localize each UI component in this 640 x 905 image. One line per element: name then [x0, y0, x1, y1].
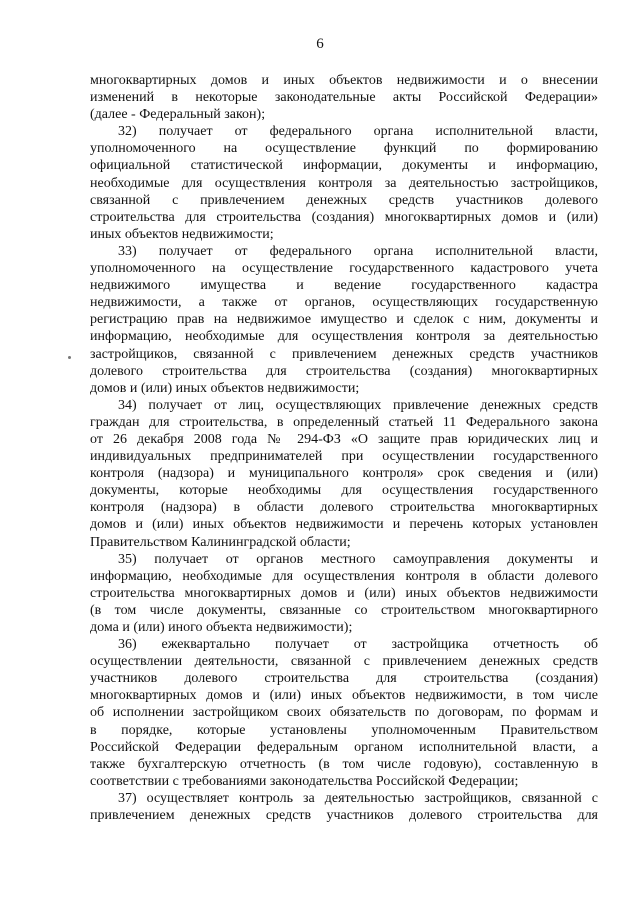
text-line: строительства для строительства (создания) многоквартирных домов и (или) — [90, 209, 598, 225]
text-line: соответствии с требованиями законодательства Российской Федерации; — [90, 773, 519, 789]
text-line: (в том числе документы, связанные со строительством многоквартирного — [90, 602, 598, 618]
text-line: домов и (или) иных объектов недвижимости и перечень которых установлен — [90, 517, 598, 533]
paragraph — [90, 551, 598, 636]
page-number: 6 — [316, 36, 324, 52]
text-line: информацию, необходимые для осуществления контроля в области долевого — [90, 568, 598, 584]
text-line: многоквартирных домов и (или) иных объектов недвижимости, в том числе — [90, 688, 598, 704]
text-line: (далее - Федеральный закон); — [90, 107, 266, 123]
text-line: привлечением денежных средств участников долевого строительства для — [90, 808, 598, 824]
text-line: Правительством Калининградской области; — [90, 534, 351, 550]
text-line: недвижимости, а также от органов, осуществляющих государственную — [90, 295, 598, 311]
text-line: необходимые для осуществления контроля за деятельностью застройщиков, — [90, 175, 598, 191]
text-line: документы, которые необходимы для осуществления государственного — [90, 483, 598, 499]
text-line: участников долевого строительства для строительства (создания) — [90, 671, 598, 687]
text-line: регистрацию прав на недвижимое имущество и сделок с ним, документы и — [90, 312, 598, 328]
text-line: домов и (или) иных объектов недвижимости; — [90, 380, 360, 396]
text-line: контроля (надзора) и муниципального контроля» срок сведения и (или) — [90, 466, 598, 482]
paragraph — [90, 243, 598, 397]
text-line: информацию, необходимые для осуществления контроля за деятельностью — [90, 329, 598, 345]
text-line: 33) получает от федерального органа исполнительной власти, — [118, 243, 598, 259]
text-line: Российской Федерации федеральным органом исполнительной власти, а — [90, 739, 598, 755]
text-line: 35) получает от органов местного самоуправления документы и — [118, 551, 598, 567]
text-line: 37) осуществляет контроль за деятельностью застройщиков, связанной с — [118, 790, 598, 806]
text-line: 32) получает от федерального органа исполнительной власти, — [118, 124, 598, 140]
text-line: дома и (или) иного объекта недвижимости); — [90, 620, 353, 635]
margin-speck — [68, 356, 71, 359]
text-line: недвижимого имущества и ведение государственного кадастра — [90, 278, 598, 294]
paragraph — [90, 397, 598, 551]
text-line: в порядке, которые установлены уполномоченным Правительством — [90, 722, 598, 738]
text-line: строительства многоквартирных домов и (или) иных объектов недвижимости — [90, 585, 598, 601]
text-line: иных объектов недвижимости; — [90, 226, 274, 242]
text-line: официальной статистической информации, документы и информацию, — [90, 158, 598, 174]
paragraph — [90, 790, 598, 824]
text-line: осуществлении деятельности, связанной с привлечением денежных средств — [90, 654, 598, 670]
paragraph — [90, 123, 598, 243]
text-line: 36) ежеквартально получает от застройщика отчетность об — [118, 637, 598, 653]
text-line: от 26 декабря 2008 года № 294-ФЗ «О защите прав юридических лиц и — [90, 431, 598, 447]
text-line: 34) получает от лиц, осуществляющих привлечение денежных средств — [118, 397, 598, 413]
text-line: многоквартирных домов и иных объектов недвижимости и о внесении — [90, 73, 598, 88]
text-line: также бухгалтерскую отчетность (в том числе годовую), составленную в — [90, 756, 598, 772]
paragraph — [90, 72, 598, 123]
document-body — [90, 72, 598, 824]
paragraph — [90, 636, 598, 790]
text-line: уполномоченного на осуществление государственного кадастрового учета — [90, 261, 598, 277]
text-line: связанной с привлечением денежных средств участников долевого — [90, 192, 598, 208]
text-line: об исполнении застройщиком своих обязательств по договорам, по формам и — [90, 705, 598, 721]
text-line: долевого строительства для строительства (создания) многоквартирных — [90, 363, 598, 379]
text-line: контроля (надзора) в области долевого строительства многоквартирных — [90, 500, 598, 516]
text-line: изменений в некоторые законодательные акты Российской Федерации» — [90, 90, 598, 106]
text-line: застройщиков, связанной с привлечением денежных средств участников — [90, 346, 598, 362]
text-line: индивидуальных предпринимателей при осуществлении государственного — [90, 449, 598, 465]
text-line: уполномоченного на осуществление функций по формированию — [90, 141, 598, 157]
text-line: граждан для строительства, в определенный статьей 11 Федерального закона — [90, 414, 598, 430]
